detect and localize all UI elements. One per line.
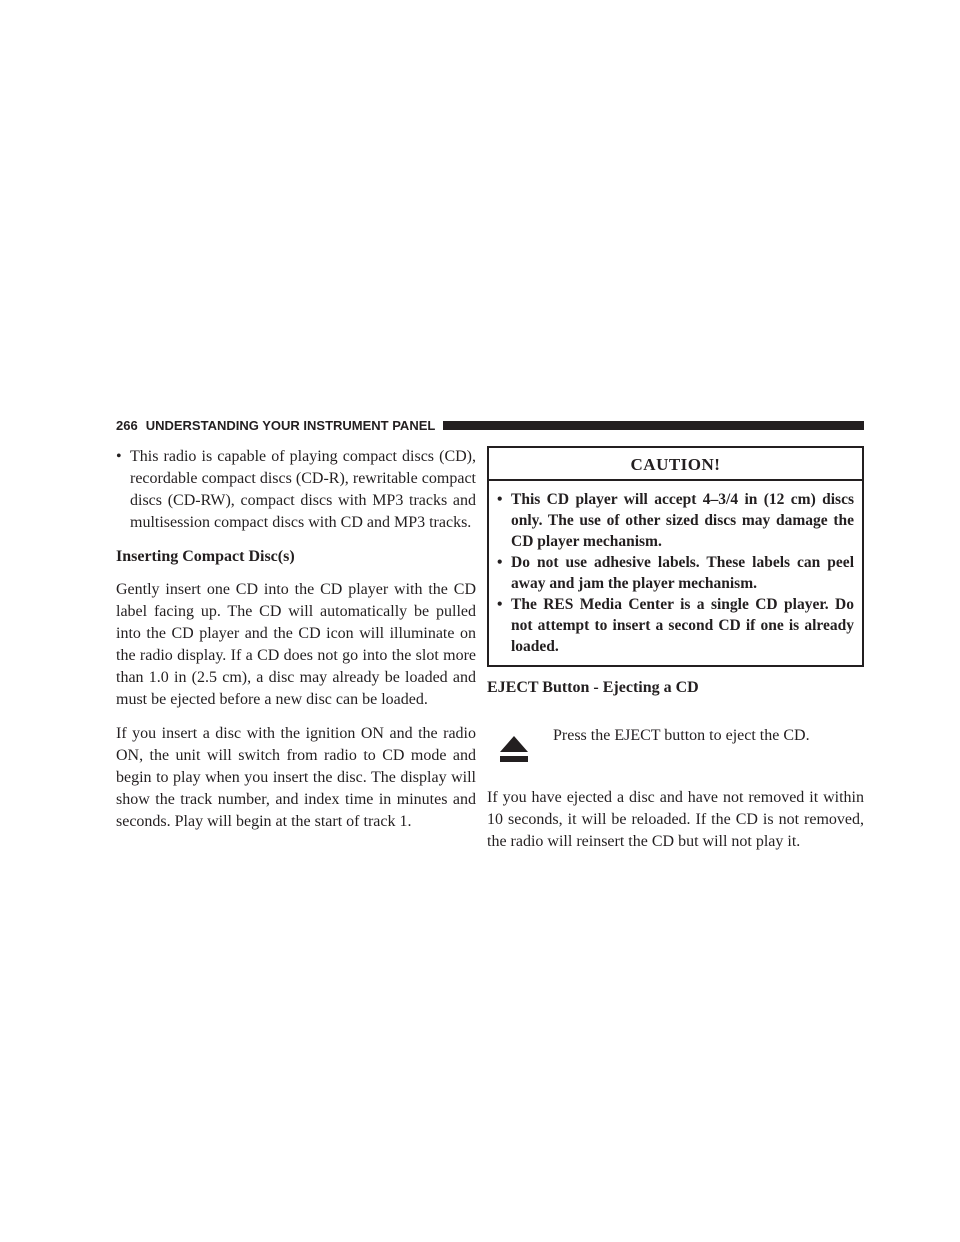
bullet-marker: • [497,596,503,613]
eject-instruction-row [487,715,864,773]
caution-list [497,489,854,657]
caution-text: The RES Media Center is a single CD player. Do not attempt to insert a second CD if one is already loaded. [511,596,854,655]
list-item [497,594,854,657]
paragraph-ejected: If you have ejected a disc and have not removed it within 10 seconds, it will be reloaded. If the CD is not removed, the radio will reinsert the CD but will not play it. [487,789,864,850]
caution-title: CAUTION! [489,452,862,481]
bullet-marker: • [497,554,503,571]
caution-text: This CD player will accept 4–3/4 in (12 cm) discs only. The use of other sized discs may damage the CD player mechanism. [511,491,854,550]
header-rule [443,421,864,430]
bullet-marker: • [116,448,122,465]
page-header [116,417,864,433]
page-number: 266 [116,417,138,433]
left-bullet-list [116,446,476,534]
caution-box [487,446,864,667]
right-column [487,446,864,853]
eject-instruction: Press the EJECT button to eject the CD. [553,727,810,744]
bullet-marker: • [497,491,503,508]
eject-icon [499,735,529,763]
section-title: UNDERSTANDING YOUR INSTRUMENT PANEL [145,417,436,433]
section-heading-eject: EJECT Button - Ejecting a CD [487,679,699,696]
paragraph-ignition: If you insert a disc with the ignition ON and the radio ON, the unit will switch from radio to CD mode and begin to play when you insert the disc. The display will show the track number, and index time in minutes and seconds. Play will begin at the start of track 1. [116,725,476,830]
left-column [116,446,476,833]
section-heading-inserting: Inserting Compact Disc(s) [116,548,295,565]
list-item [497,552,854,594]
bullet-text: This radio is capable of playing compact discs (CD), recordable compact discs (CD-R), rewritable compact discs (CD-RW), compact discs with MP3 tracks and multisession compact discs with CD and MP3 tracks. [130,448,476,531]
list-item [116,446,476,534]
caution-text: Do not use adhesive labels. These labels can peel away and jam the player mechanism. [511,554,854,592]
list-item [497,489,854,552]
paragraph-inserting: Gently insert one CD into the CD player with the CD label facing up. The CD will automatically be pulled into the CD player and the CD icon will illuminate on the radio display. If a CD does not go into the slot more than 1.0 in (2.5 cm), a disc may already be loaded and must be ejected before a new disc can be loaded. [116,581,476,708]
